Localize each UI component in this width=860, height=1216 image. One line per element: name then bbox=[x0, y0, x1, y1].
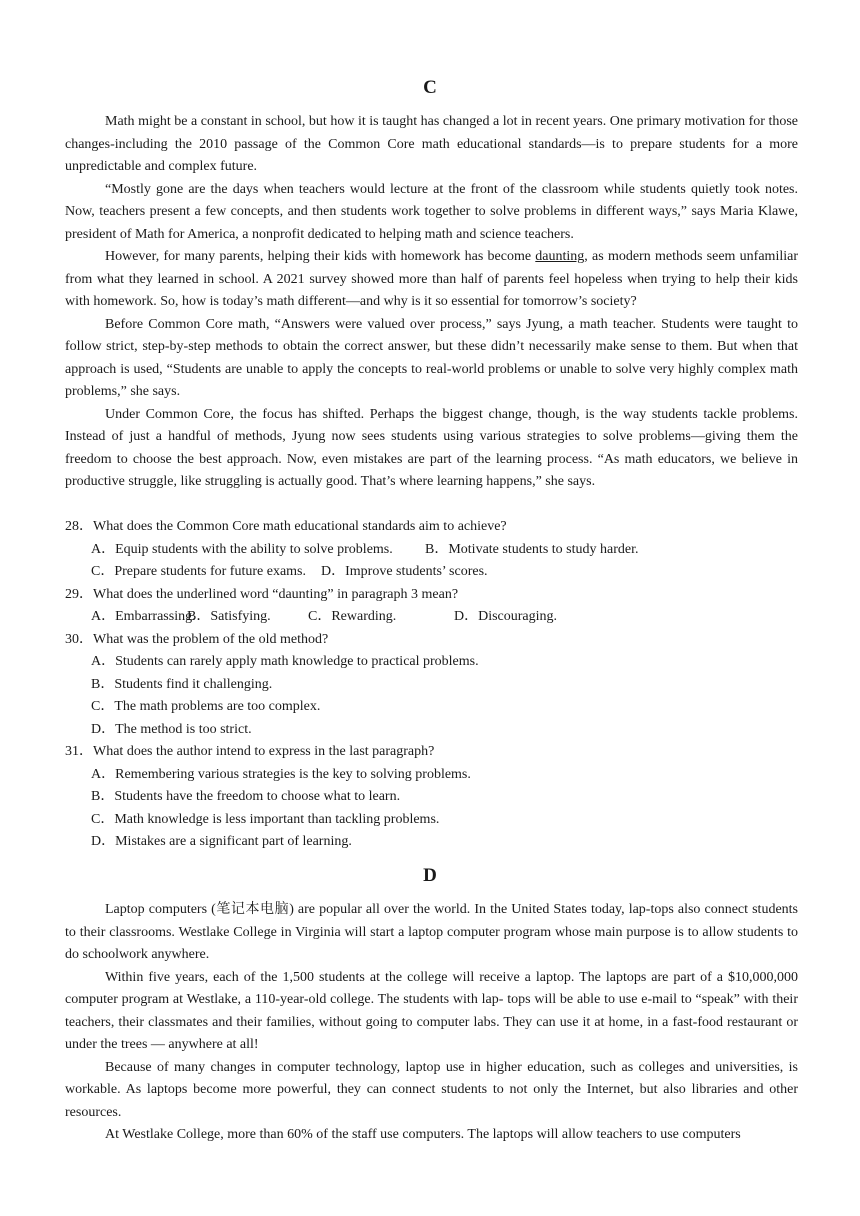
question-31-options bbox=[65, 764, 798, 854]
question-29-option-a: A．Embarrassing. bbox=[91, 609, 196, 624]
passage-c-paragraph-4: Before Common Core math, “Answers were valued over process,” says Jyung, a math teacher. Students were taught to follow strict, step-by-step methods to obtain the correct answer, but these didn’t necessarily make sense to them. But when that approach is used, “Students are unable to apply the concepts to real-world problems or unable to solve very highly complex math problems,” she says. bbox=[65, 316, 798, 399]
passage-c-paragraph-5: Under Common Core, the focus has shifted. Perhaps the biggest change, though, is the way students tackle problems. Instead of just a handful of methods, Jyung now sees students using various strategies to solve problems—giving them the freedom to choose the best approach. Now, even mistakes are part of the learning process. “As math educators, we believe in productive struggle, like struggling is actually good. That’s where learning happens,” she says. bbox=[65, 406, 798, 489]
question-30-options bbox=[65, 651, 798, 741]
question-30-option-a: A．Students can rarely apply math knowledge to practical problems. bbox=[91, 654, 479, 669]
passage-d-paragraph-1: Laptop computers (笔记本电脑) are popular all over the world. In the United States today, lap-tops also connect students to their classrooms. Westlake College in Virginia will start a laptop computer program whose main purpose is to allow students to do schoolwork anywhere. bbox=[65, 902, 798, 962]
paragraph-3-text-after: , as modern methods seem unfamiliar from what they learned in school. A 2021 survey showed more than half of parents feel hopeless when trying to help their kids with homework. So, how is today’s math different—and why is it so essential for tomorrow’s society? bbox=[65, 249, 798, 309]
question-31-option-d: D．Mistakes are a significant part of learning. bbox=[91, 834, 352, 849]
question-28-option-d: D．Improve students’ scores. bbox=[321, 564, 488, 579]
question-28-options bbox=[65, 539, 798, 584]
question-29-option-b: B．Satisfying. bbox=[187, 609, 271, 624]
question-31 bbox=[65, 741, 798, 854]
question-31-stem: 31．What does the author intend to express in the last paragraph? bbox=[65, 744, 435, 759]
question-30-option-c: C．The math problems are too complex. bbox=[91, 699, 321, 714]
question-29 bbox=[65, 584, 798, 629]
question-30-option-d: D．The method is too strict. bbox=[91, 721, 252, 737]
question-29-options bbox=[65, 606, 798, 629]
questions-block bbox=[65, 516, 798, 854]
passage-c-paragraph-2: “Mostly gone are the days when teachers would lecture at the front of the classroom while students quietly took notes. Now, teachers present a few concepts, and then students work together to solve problems in different ways,” says Maria Klawe, president of Math for America, a nonprofit dedicated to helping math and science teachers. bbox=[65, 181, 798, 242]
passage-d-paragraph-4: At Westlake College, more than 60% of the staff use computers. The laptops will allow teachers to use computers bbox=[105, 1127, 741, 1142]
question-31-option-c: C．Math knowledge is less important than tackling problems. bbox=[91, 811, 440, 827]
question-29-option-d: D．Discouraging. bbox=[454, 609, 558, 624]
question-30-option-b: B．Students find it challenging. bbox=[91, 676, 273, 692]
passage-c-paragraph-3 bbox=[65, 246, 798, 314]
passage-d-paragraph-2: Within five years, each of the 1,500 students at the college will receive a laptop. The laptops are part of a $10,000,000 computer program at Westlake, a 110-year-old college. The students with lap- tops will be able to use e-mail to “speak” with their teachers, their classmates and their families, without going to computer labs. They can use it at home, in a fast-food restaurant or under the trees — anywhere at all! bbox=[65, 969, 798, 1052]
question-30-stem: 30．What was the problem of the old method? bbox=[65, 631, 329, 647]
underlined-word-daunting: daunting bbox=[535, 249, 585, 264]
question-29-stem: 29．What does the underlined word “daunting” in paragraph 3 mean? bbox=[65, 586, 459, 602]
passage-d bbox=[65, 899, 798, 1147]
question-30 bbox=[65, 629, 798, 742]
paragraph-3-text-before: However, for many parents, helping their kids with homework has become bbox=[105, 249, 536, 264]
passage-c-paragraph-1: Math might be a constant in school, but how it is taught has changed a lot in recent years. One primary motivation for those changes-including the 2010 passage of the Common Core math educational standards—is to prepare students for a more unpredictable and complex future. bbox=[65, 114, 798, 174]
passage-c bbox=[65, 111, 798, 494]
question-28 bbox=[65, 516, 798, 584]
passage-d-paragraph-3: Because of many changes in computer technology, laptop use in higher education, such as colleges and universities, is workable. As laptops become more powerful, they can connect students to not only the Internet, but also libraries and other resources. bbox=[65, 1059, 798, 1120]
section-c-title: C bbox=[423, 77, 437, 98]
question-29-option-c: C．Rewarding. bbox=[308, 609, 397, 624]
question-31-option-b: B．Students have the freedom to choose what to learn. bbox=[91, 789, 401, 804]
question-28-option-a: A．Equip students with the ability to solve problems. bbox=[91, 541, 393, 557]
question-28-option-b: B．Motivate students to study harder. bbox=[425, 541, 639, 557]
question-31-option-a: A．Remembering various strategies is the key to solving problems. bbox=[91, 766, 471, 782]
section-d-title: D bbox=[423, 865, 437, 886]
question-28-option-c: C．Prepare students for future exams. bbox=[91, 564, 306, 579]
question-28-stem: 28．What does the Common Core math educational standards aim to achieve? bbox=[65, 519, 507, 534]
